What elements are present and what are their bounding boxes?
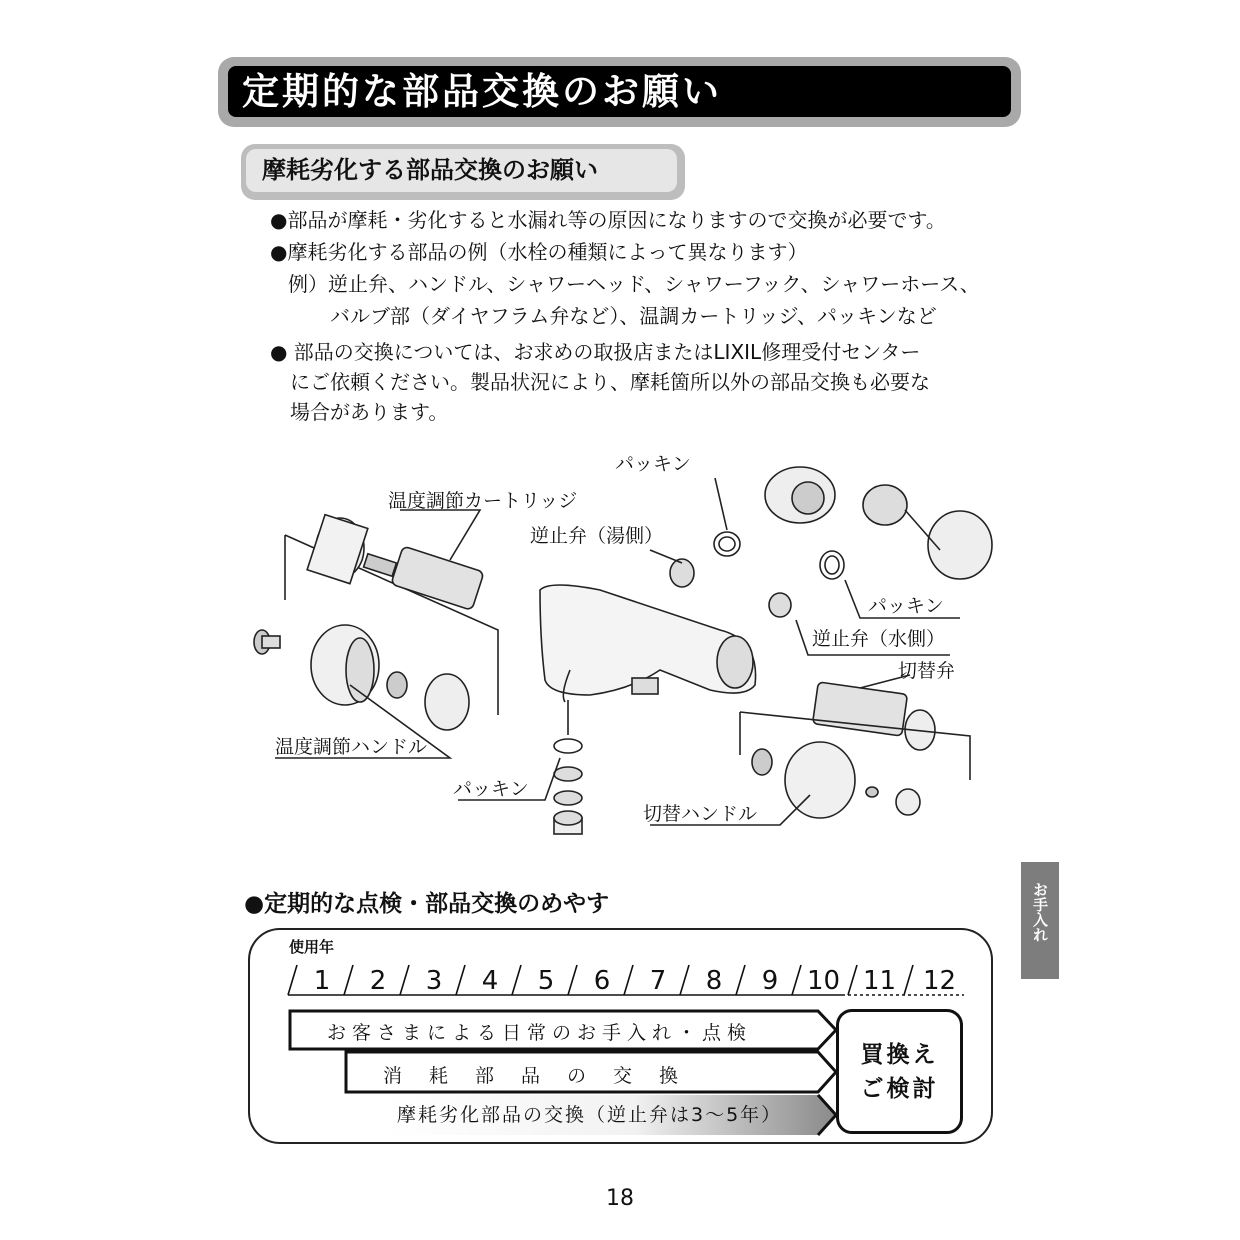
year-6: 6 xyxy=(593,966,611,996)
label-temp-handle: 温度調節ハンドル xyxy=(275,736,428,758)
years-label: 使用年 xyxy=(289,938,335,956)
year-5: 5 xyxy=(537,966,555,996)
page-title: 定期的な部品交換のお願い xyxy=(228,66,1011,117)
label-switch-handle: 切替ハンドル xyxy=(643,803,758,825)
bar-daily-care-label: お客さまによる日常のお手入れ・点検 xyxy=(327,1022,753,1044)
bullet-parts-examples: ●摩耗劣化する部品の例（水栓の種類によって異なります） xyxy=(270,240,808,264)
packing-bottom-part xyxy=(554,739,582,753)
bullet-contact-line-3: 場合があります。 xyxy=(290,400,449,424)
elbow-right xyxy=(928,511,992,579)
year-1: 1 xyxy=(313,966,331,996)
year-11: 11 xyxy=(863,966,897,996)
bullet-replacement-needed: ●部品が摩耗・劣化すると水漏れ等の原因になりますので交換が必要です。 xyxy=(270,208,946,232)
decision-line-2: ご検討 xyxy=(860,1076,939,1102)
bar-wear-parts-label: 摩耗劣化部品の交換（逆止弁は3〜5年） xyxy=(397,1104,783,1126)
year-9: 9 xyxy=(761,966,779,996)
label-packing-bottom: パッキン xyxy=(453,778,529,800)
year-12: 12 xyxy=(923,966,957,996)
temp-cartridge-part xyxy=(391,546,484,610)
bullet-contact-line-1: ● 部品の交換については、お求めの取扱店またはLIXIL修理受付センター xyxy=(270,340,921,364)
examples-line-2: バルブ部（ダイヤフラム弁など）、温調カートリッジ、パッキンなど xyxy=(330,304,937,328)
check-valve-hot-part xyxy=(670,559,694,587)
section-header xyxy=(241,144,685,200)
packing-top-part xyxy=(714,532,740,556)
side-tab-care[interactable]: お手入れ xyxy=(1021,862,1059,979)
label-packing-right: パッキン xyxy=(868,595,944,617)
examples-line-1: 例）逆止弁、ハンドル、シャワーヘッド、シャワーフック、シャワーホース、 xyxy=(288,272,980,296)
bar-consumables-label: 消 耗 部 品 の 交 換 xyxy=(383,1065,683,1087)
guide-title: ●定期的な点検・部品交換のめやす xyxy=(244,891,610,917)
check-valve-cold-part xyxy=(769,593,791,617)
year-2: 2 xyxy=(369,966,387,996)
parts-diagram xyxy=(240,440,1000,850)
decision-line-1: 買換え xyxy=(860,1042,939,1068)
year-4: 4 xyxy=(481,966,499,996)
page-number: 18 xyxy=(606,1186,634,1211)
label-switch-valve: 切替弁 xyxy=(898,660,956,682)
label-check-valve-hot: 逆止弁（湯側） xyxy=(530,525,664,547)
label-check-valve-cold: 逆止弁（水側） xyxy=(812,628,946,650)
year-3: 3 xyxy=(425,966,443,996)
year-10: 10 xyxy=(807,966,841,996)
year-8: 8 xyxy=(705,966,723,996)
switch-handle-part xyxy=(785,742,855,818)
label-temp-cartridge: 温度調節カートリッジ xyxy=(388,490,578,512)
replacement-decision-box xyxy=(836,1009,963,1134)
bullet-contact-line-2: にご依頼ください。製品状況により、摩耗箇所以外の部品交換も必要な xyxy=(290,370,930,394)
year-7: 7 xyxy=(649,966,667,996)
page-title-banner xyxy=(218,57,1021,127)
section-title: 摩耗劣化する部品交換のお願い xyxy=(246,149,677,192)
label-packing-top: パッキン xyxy=(615,453,691,475)
